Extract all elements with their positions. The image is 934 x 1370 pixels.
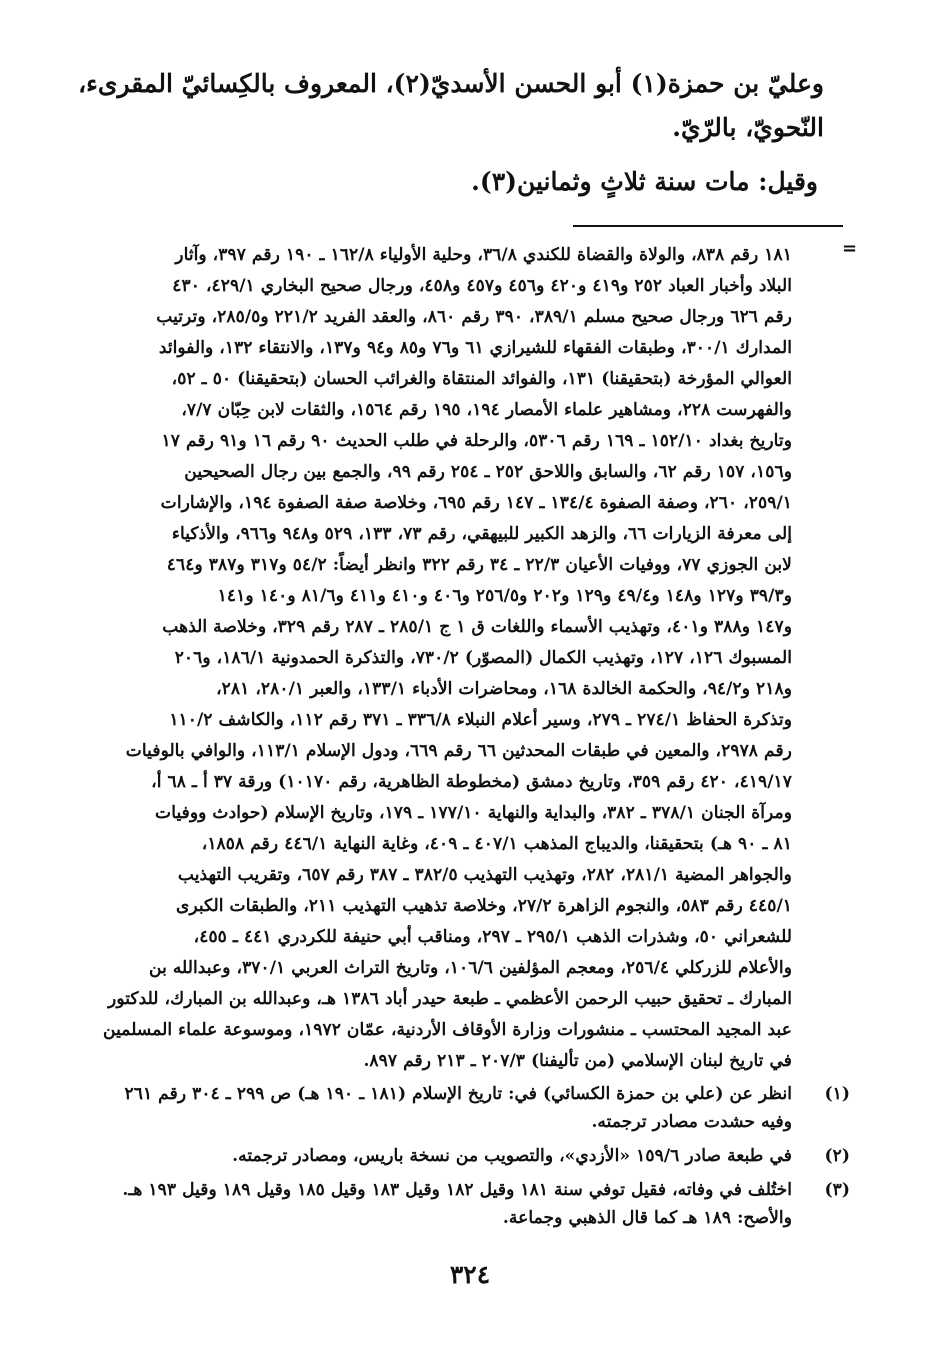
main-text-block — [60, 62, 824, 204]
note-line: و٣٩/٣ و١٢٧ و١٤٨ و٤٩/٤ و١٢٩ و٢٠٢ و٢٥٦/٥ و٤٠٦ و٤١٠ و٤١١ و٨١/٦ و١٤٠ و١٤١ — [217, 586, 792, 606]
footnote-separator-rule — [573, 225, 843, 227]
page-number: ٣٢٤ — [449, 1260, 491, 1289]
note-line: ٤١٩/١٧، ٤٢٠ رقم ٣٥٩، وتاريخ دمشق (مخطوطة الظاهرية، رقم ١٠١٧٠) ورقة ٣٧ أ ـ ٦٨ أ، — [151, 772, 792, 792]
note-line: ٤٤٥/١ رقم ٥٨٣، والنجوم الزاهرة ٢٧/٢، وخلاصة تذهيب التهذيب ٢١١، والطبقات الكبرى — [175, 896, 792, 916]
footnote-number: (٢) — [824, 1146, 850, 1166]
note-line: ٨١ ـ ٩٠ هـ) بتحقيقنا، والديباج المذهب ٤٠٧/١ ـ ٤٠٩، وغاية النهاية ٤٤٦/١ رقم ١٨٥٨، — [201, 834, 792, 854]
note-line: للشعراني ٥٠، وشذرات الذهب ٢٩٥/١ ـ ٢٩٧، ومناقب أبي حنيفة للكردري ٤٤١ ـ ٤٥٥، — [193, 927, 792, 947]
footnote-text — [42, 1176, 792, 1232]
biography-line-2: النّحويّ، بالرّيّ. — [672, 113, 824, 142]
note-line: البلاد وأخبار العباد ٢٥٢ و٤١٩ و٤٢٠ و٤٥٦ و٤٥٧ و٤٥٨، ورجال صحيح البخاري ٤٢٩/١، ٤٣٠ — [172, 276, 792, 296]
note-line: وتذكرة الحفاظ ٢٧٤/١ ـ ٢٧٩، وسير أعلام النبلاء ٣٣٦/٨ ـ ٣٧١ رقم ١١٢، والكاشف ١١٠/٢ — [169, 710, 792, 730]
note-line: المسبوك ١٢٦، ١٢٧، وتهذيب الكمال (المصوّر) ٧٣٠/٢، والتذكرة الحمدونية ١٨٦/١، و٢٠٦ — [174, 648, 792, 668]
footnote-line: والأصح: ١٨٩ هـ كما قال الذهبي وجماعة. — [502, 1208, 792, 1228]
footnote-text — [42, 1142, 792, 1170]
note-line: رقم ٦٢٦ ورجال صحيح مسلم ٣٨٩/١، ٣٩٠ رقم ٨٦٠، والعقد الفريد ٢٢١/٢ و٢٨٥/٥، وترتيب — [156, 307, 792, 327]
footnote-line: انظر عن (علي بن حمزة الكسائي) في: تاريخ الإسلام (١٨١ ـ ١٩٠ هـ) ص ٢٩٩ ـ ٣٠٤ رقم ٢٦١ — [124, 1084, 792, 1104]
footnote-line: في طبعة صادر ١٥٩/٦ «الأزدي»، والتصويب من نسخة باريس، ومصادر ترجمته. — [232, 1146, 792, 1166]
note-line: إلى معرفة الزيارات ٦٦، والزهد الكبير للبيهقي، رقم ٧٣، ١٣٣، ٥٢٩ و٩٤٨ و٩٦٦، والأذكياء — [171, 524, 792, 544]
note-line: عبد المجيد المحتسب ـ منشورات وزارة الأوقاف الأردنية، عمّان ١٩٧٢، وموسوعة علماء المسلمين — [103, 1020, 792, 1040]
footnote-1 — [42, 1080, 850, 1136]
biography-paragraph — [60, 62, 824, 150]
note-line: والجواهر المضية ٢٨١/١، ٢٨٢، وتهذيب التهذيب ٣٨٢/٥ ـ ٣٨٧ رقم ٦٥٧، وتقريب التهذيب — [177, 865, 792, 885]
note-line: وتاريخ بغداد ١٥٢/١٠ ـ ١٦٩ رقم ٥٣٠٦، والرحلة في طلب الحديث ٩٠ رقم ١٦ و٩١ رقم ١٧ — [161, 431, 792, 451]
note-line: العوالي المؤرخة (بتحقيقنا) ١٣١، والفوائد المنتقاة والغرائب الحسان (بتحقيقنا) ٥٠ ـ ٥٢، — [171, 369, 792, 389]
footnote-line: اختُلف في وفاته، فقيل توفي سنة ١٨١ وقيل ١٨٢ وقيل ١٨٣ وقيل ١٨٥ وقيل ١٨٩ وقيل ١٩٣ هـ. — [122, 1180, 792, 1200]
footnotes-block — [42, 1080, 850, 1238]
footnote-3 — [42, 1176, 850, 1232]
footnote-number: (١) — [824, 1084, 850, 1104]
note-line: ومرآة الجنان ٣٧٨/١ ـ ٣٨٢، والبداية والنهاية ١٧٧/١٠ ـ ١٧٩، وتاريخ الإسلام (حوادث ووفيات — [155, 803, 792, 823]
death-date-paragraph: وقيل: مات سنة ثلاثٍ وثمانين(٣). — [471, 167, 818, 196]
note-line: والفهرست ٢٢٨، ومشاهير علماء الأمصار ١٩٤، ١٩٥ رقم ١٥٦٤، والثقات لابن حِبّان ٧/٧، — [181, 400, 792, 420]
note-line: و١٥٦، ١٥٧ رقم ٦٢، والسابق واللاحق ٢٥٢ ـ ٢٥٤ رقم ٩٩، والجمع بين رجال الصحيحين — [184, 462, 792, 482]
biography-line-1: وعليّ بن حمزة(١) أبو الحسن الأسديّ(٢)، المعروف بالكِسائيّ المقرىء، — [78, 69, 824, 98]
note-line: المبارك ـ تحقيق حبيب الرحمن الأعظمي ـ طبعة حيدر أباد ١٣٨٦ هـ، وعبدالله بن المبارك، للدكتور — [108, 989, 792, 1009]
note-line: و٢١٨ و٩٤/٢، والحكمة الخالدة ١٦٨، ومحاضرات الأدباء ١٣٣/١، والعبر ٢٨٠/١، ٢٨١، — [216, 679, 792, 699]
footnote-line: وفيه حشدت مصادر ترجمته. — [591, 1112, 792, 1132]
note-line: والأعلام للزركلي ٢٥٦/٤، ومعجم المؤلفين ١٠٦/٦، وتاريخ التراث العربي ٣٧٠/١، وعبدالله بن — [148, 958, 792, 978]
continued-note-block — [42, 240, 792, 1077]
footnote-text — [42, 1080, 792, 1136]
note-line: المدارك ٣٠٠/١، وطبقات الفقهاء للشيرازي ٦١ و٧٦ و٨٥ و٩٤ و١٣٧، والانتقاء ١٣٢، والفوائد — [158, 338, 792, 358]
note-line: و١٤٧ و٣٨٨ و٤٠١، وتهذيب الأسماء واللغات ق ١ ج ٢٨٥/١ ـ ٢٨٧ رقم ٣٢٩، وخلاصة الذهب — [162, 617, 792, 637]
note-line: ٢٥٩/١، ٢٦٠، وصفة الصفوة ١٣٤/٤ ـ ١٤٧ رقم ٦٩٥، وخلاصة صفة الصفوة ١٩٤، والإشارات — [160, 493, 792, 513]
continuation-marker: = — [842, 238, 858, 259]
note-line: في تاريخ لبنان الإسلامي (من تأليفنا) ٢٠٧/٣ ـ ٢١٣ رقم ٨٩٧. — [363, 1051, 792, 1071]
note-line: رقم ٢٩٧٨، والمعين في طبقات المحدثين ٦٦ رقم ٦٦٩، ودول الإسلام ١١٣/١، والوافي بالوفيات — [125, 741, 792, 761]
note-line: لابن الجوزي ٧٧، ووفيات الأعيان ٢٢/٣ ـ ٣٤ رقم ٣٢٢ وانظر أيضاً: ٥٤/٢ و٣١٧ و٣٨٧ و٤٦٤ — [166, 555, 792, 575]
footnote-number: (٣) — [824, 1180, 850, 1200]
note-line: ١٨١ رقم ٨٣٨، والولاة والقضاة للكندي ٣٦/٨، وحلية الأولياء ١٦٢/٨ ـ ١٩٠ رقم ٣٩٧، وآثار — [175, 245, 792, 265]
footnote-2 — [42, 1142, 850, 1170]
